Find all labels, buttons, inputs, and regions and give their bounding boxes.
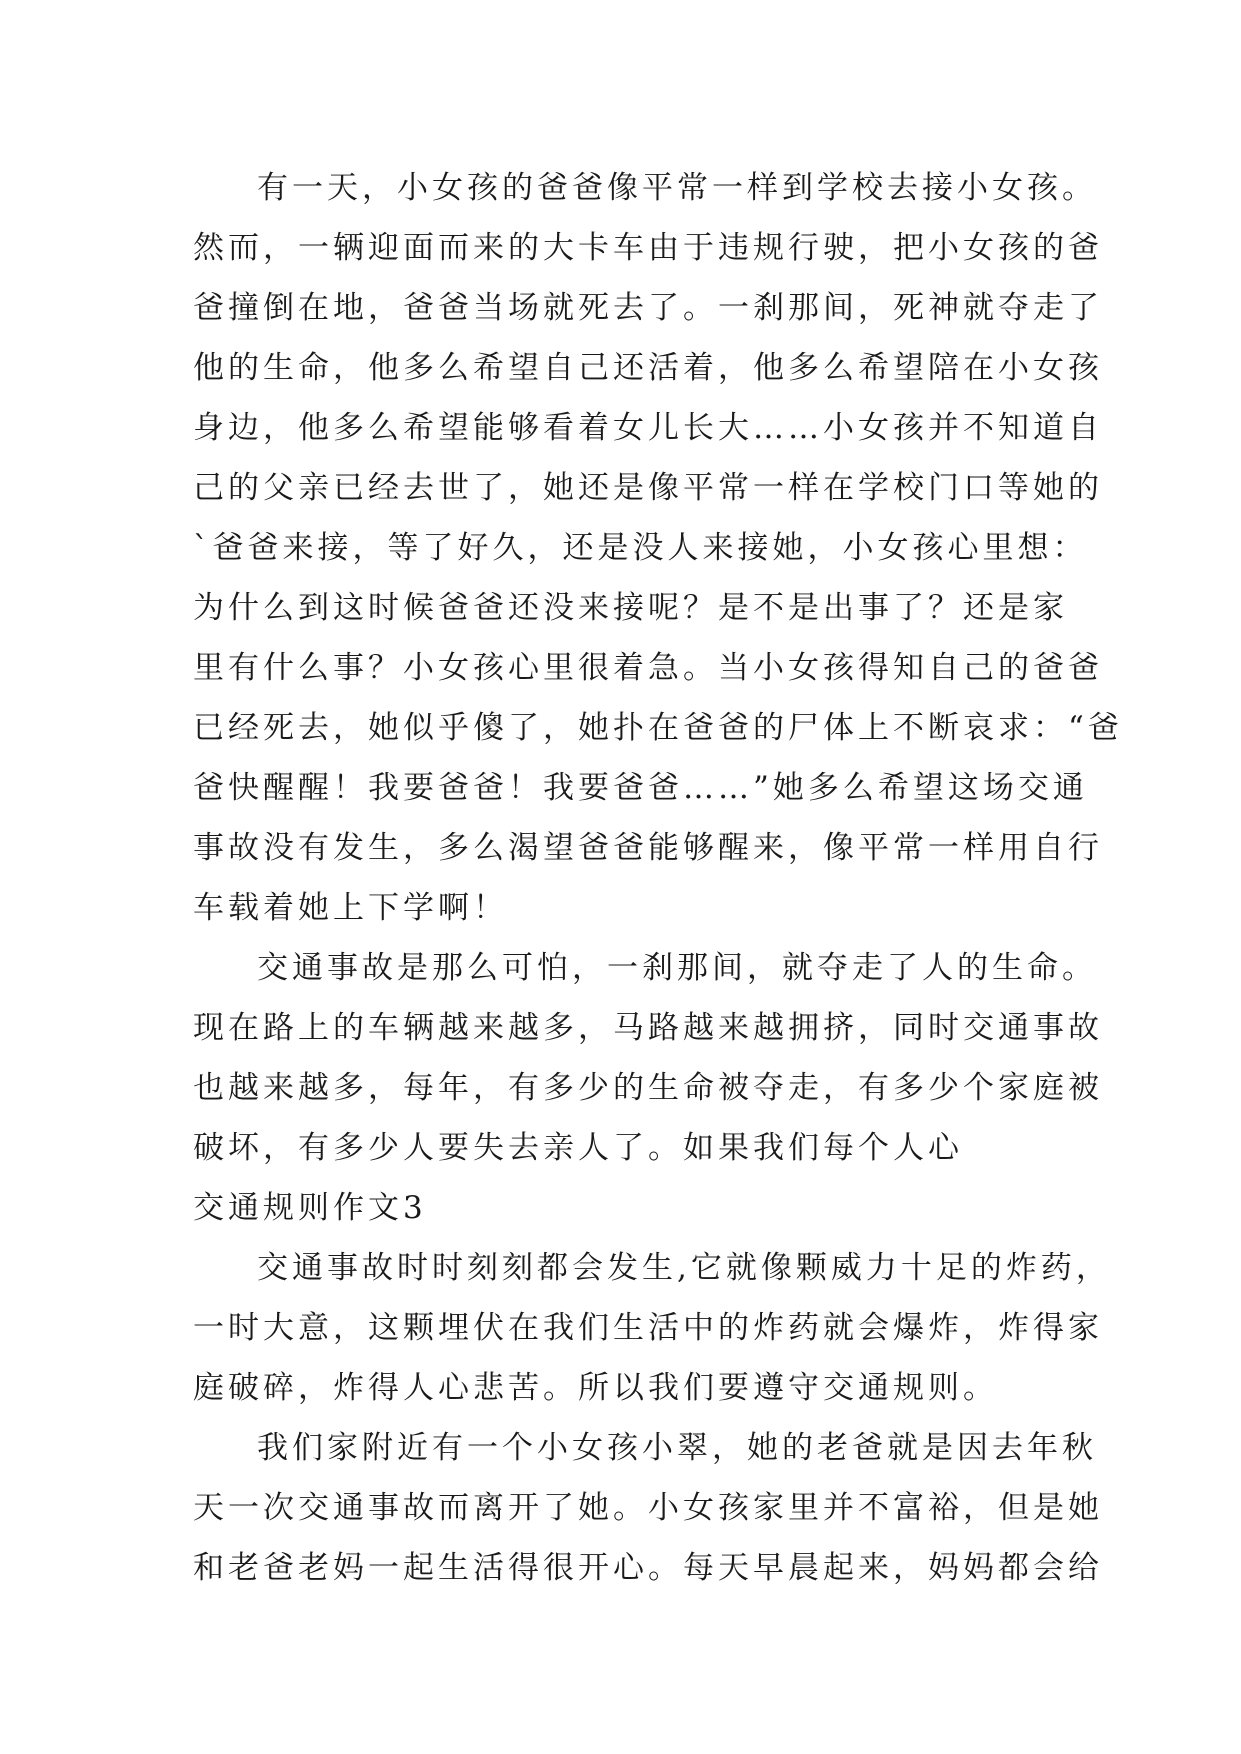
paragraph-line: 爸快醒醒！我要爸爸！我要爸爸……”她多么希望这场交通 bbox=[193, 770, 1088, 806]
paragraph-line: 一时大意，这颗埋伏在我们生活中的炸药就会爆炸，炸得家 bbox=[193, 1310, 1103, 1346]
paragraph-line: 己的父亲已经去世了，她还是像平常一样在学校门口等她的 bbox=[193, 470, 1103, 506]
paragraph-line: 爸撞倒在地，爸爸当场就死去了。一刹那间，死神就夺走了 bbox=[193, 290, 1103, 326]
body-text bbox=[193, 158, 1123, 1598]
paragraph-line: 交通事故是那么可怕，一刹那间，就夺走了人的生命。 bbox=[257, 950, 1097, 986]
paragraph-line: 里有什么事？小女孩心里很着急。当小女孩得知自己的爸爸 bbox=[193, 650, 1103, 686]
paragraph-line: 已经死去，她似乎傻了，她扑在爸爸的尸体上不断哀求：“爸 bbox=[193, 710, 1123, 746]
paragraph-line: 交通事故时时刻刻都会发生,它就像颗威力十足的炸药， bbox=[257, 1250, 1111, 1286]
paragraph-line: 然而，一辆迎面而来的大卡车由于违规行驶，把小女孩的爸 bbox=[193, 230, 1103, 266]
paragraph-line: 我们家附近有一个小女孩小翠，她的老爸就是因去年秋 bbox=[257, 1430, 1097, 1466]
paragraph-line: 有一天，小女孩的爸爸像平常一样到学校去接小女孩。 bbox=[257, 170, 1097, 206]
paragraph-line: 庭破碎，炸得人心悲苦。所以我们要遵守交通规则。 bbox=[193, 1370, 998, 1406]
paragraph-line: 现在路上的车辆越来越多，马路越来越拥挤，同时交通事故 bbox=[193, 1010, 1103, 1046]
paragraph-line: 他的生命，他多么希望自己还活着，他多么希望陪在小女孩 bbox=[193, 350, 1103, 386]
section-heading: 交通规则作文3 bbox=[193, 1190, 427, 1226]
paragraph-line: 事故没有发生，多么渴望爸爸能够醒来，像平常一样用自行 bbox=[193, 830, 1103, 866]
paragraph-line: 车载着她上下学啊！ bbox=[193, 890, 508, 926]
paragraph-line: 也越来越多，每年，有多少的生命被夺走，有多少个家庭被 bbox=[193, 1070, 1103, 1106]
paragraph-line: `爸爸来接，等了好久，还是没人来接她，小女孩心里想： bbox=[193, 530, 1088, 566]
paragraph-line: 天一次交通事故而离开了她。小女孩家里并不富裕，但是她 bbox=[193, 1490, 1103, 1526]
paragraph-line: 破坏，有多少人要失去亲人了。如果我们每个人心 bbox=[193, 1130, 963, 1166]
paragraph-line: 为什么到这时候爸爸还没来接呢？是不是出事了？还是家 bbox=[193, 590, 1068, 626]
paragraph-line: 身边，他多么希望能够看着女儿长大……小女孩并不知道自 bbox=[193, 410, 1103, 446]
paragraph-line: 和老爸老妈一起生活得很开心。每天早晨起来，妈妈都会给 bbox=[193, 1550, 1103, 1586]
